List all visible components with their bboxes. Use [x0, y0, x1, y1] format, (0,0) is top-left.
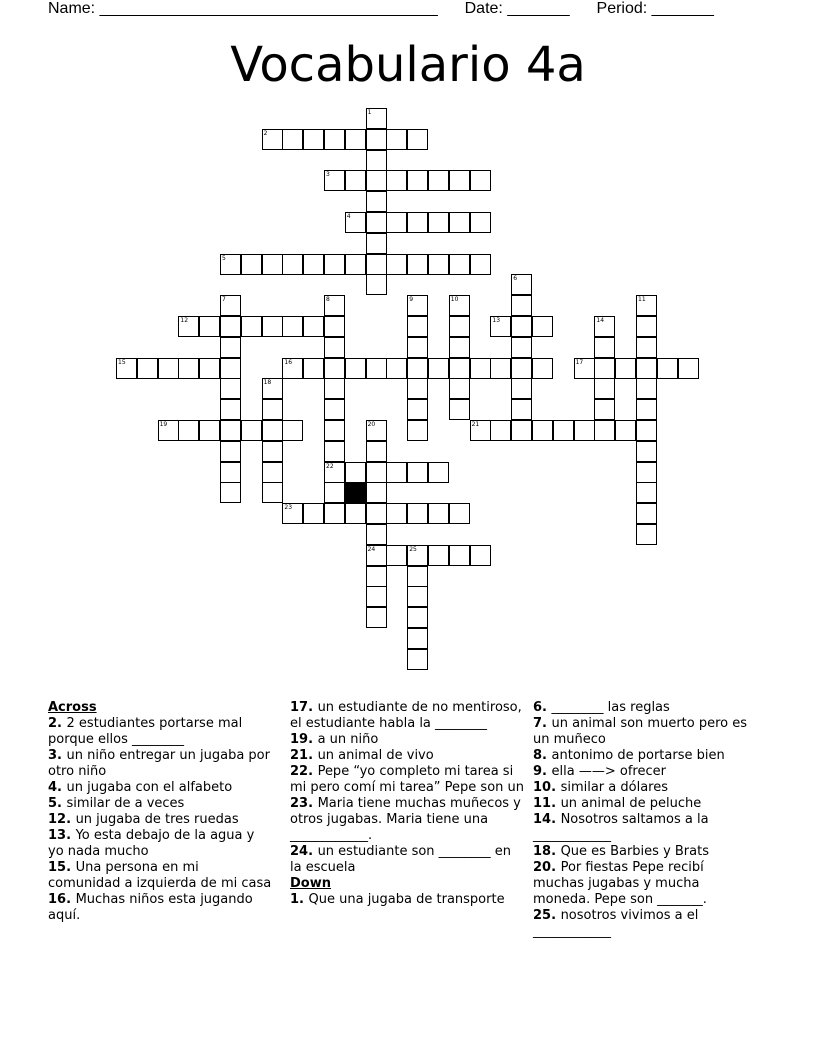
crossword-cell[interactable] [220, 337, 241, 358]
down-clue [533, 908, 748, 940]
cell-number: 18 [263, 379, 272, 387]
cell-number: 6 [513, 275, 518, 283]
clue-number: 2. [48, 716, 67, 731]
date-field[interactable]: Date: _______ [464, 0, 570, 17]
crossword-cell[interactable] [470, 212, 491, 233]
crossword-cell[interactable] [366, 108, 387, 129]
crossword-cell[interactable] [220, 462, 241, 483]
clue-number: 5. [48, 796, 67, 811]
cell-number: 7 [222, 296, 226, 304]
across-heading: Across [48, 700, 97, 715]
crossword-cell[interactable] [636, 503, 657, 524]
clue-number: 10. [533, 780, 561, 795]
clue-text: a un niño [317, 732, 379, 747]
crossword-cell[interactable] [407, 462, 428, 483]
across-clue [48, 860, 273, 892]
clue-text: similar de a veces [66, 796, 185, 811]
across-clue [290, 796, 525, 844]
crossword-cell[interactable] [511, 295, 532, 316]
crossword-cell[interactable] [366, 274, 387, 295]
cell-number: 1 [367, 109, 372, 116]
clue-text: un animal de peluche [560, 796, 702, 811]
crossword-cell[interactable] [262, 399, 283, 420]
clue-number: 17. [290, 700, 318, 715]
crossword-cell[interactable] [220, 441, 241, 462]
blocked-square [345, 482, 366, 503]
clue-number: 24. [290, 844, 318, 859]
crossword-cell[interactable] [386, 212, 407, 233]
clue-text: Pepe “yo completo mi tarea si mi pero comí mi tarea” Pepe son un [290, 764, 525, 795]
crossword-cell[interactable] [511, 399, 532, 420]
crossword-cell[interactable] [282, 503, 303, 524]
crossword-cell[interactable] [324, 482, 345, 503]
down-heading: Down [290, 876, 331, 891]
cell-number: 19 [159, 421, 168, 428]
across-clue [290, 748, 525, 764]
clue-number: 3. [48, 748, 67, 763]
across-clue [290, 844, 525, 876]
crossword-cell[interactable] [449, 503, 470, 524]
crossword-cell[interactable] [366, 170, 387, 191]
crossword-cell[interactable] [262, 254, 283, 275]
crossword-cell[interactable] [511, 378, 532, 399]
crossword-cell[interactable] [262, 462, 283, 483]
crossword-cell[interactable] [386, 129, 407, 150]
crossword-cell[interactable] [407, 566, 428, 587]
crossword-cell[interactable] [324, 254, 345, 275]
crossword-cell[interactable] [241, 420, 262, 441]
crossword-cell[interactable] [511, 316, 532, 337]
clue-number: 12. [48, 812, 76, 827]
crossword-cell[interactable] [490, 358, 511, 379]
crossword-cell[interactable] [262, 378, 283, 399]
crossword-cell[interactable] [407, 607, 428, 628]
crossword-cell[interactable] [532, 358, 553, 379]
crossword-cell[interactable] [490, 420, 511, 441]
crossword-cell[interactable] [511, 358, 532, 379]
down-clue [533, 764, 748, 780]
crossword-cell[interactable] [428, 462, 449, 483]
across-clue [48, 828, 273, 860]
crossword-cell[interactable] [220, 358, 241, 379]
period-field[interactable]: Period: _______ [596, 0, 714, 17]
name-field[interactable]: Name: ______________________________________ [48, 0, 438, 17]
clue-number: 19. [290, 732, 318, 747]
crossword-cell[interactable] [407, 212, 428, 233]
across-clue [48, 892, 273, 924]
cell-number: 13 [492, 317, 501, 324]
down-clue [533, 812, 748, 844]
clue-number: 21. [290, 748, 318, 763]
clue-number: 7. [533, 716, 552, 731]
crossword-cell[interactable] [615, 420, 636, 441]
clue-number: 25. [533, 908, 561, 923]
crossword-cell[interactable] [324, 295, 345, 316]
cell-number: 24 [367, 545, 376, 553]
crossword-cell[interactable] [407, 545, 428, 566]
crossword-cell[interactable] [636, 420, 657, 441]
across-clue [290, 732, 525, 748]
clue-number: 11. [533, 796, 561, 811]
crossword-cell[interactable] [428, 212, 449, 233]
crossword-cell[interactable] [324, 316, 345, 337]
crossword-cell[interactable] [490, 316, 511, 337]
crossword-cell[interactable] [241, 254, 262, 275]
crossword-cell[interactable] [303, 358, 324, 379]
crossword-cell[interactable] [594, 337, 615, 358]
clue-number: 13. [48, 828, 76, 843]
crossword-cell[interactable] [199, 316, 220, 337]
down-clue [533, 796, 748, 812]
clue-text: un niño entregar un jugaba por otro niño [48, 748, 270, 779]
crossword-cell[interactable] [470, 254, 491, 275]
crossword-cell[interactable] [366, 420, 387, 441]
crossword-cell[interactable] [220, 482, 241, 503]
crossword-cell[interactable] [220, 399, 241, 420]
across-clue [48, 716, 273, 748]
crossword-cell[interactable] [428, 358, 449, 379]
cell-number: 4 [346, 213, 351, 220]
crossword-cell[interactable] [282, 358, 303, 379]
across-clue [48, 796, 273, 812]
clue-text: Nosotros saltamos a la ____________ [533, 812, 709, 843]
crossword-cell[interactable] [636, 482, 657, 503]
crossword-cell[interactable] [470, 420, 491, 441]
crossword-cell[interactable] [324, 170, 345, 191]
crossword-cell[interactable] [366, 607, 387, 628]
across-clue [290, 764, 525, 796]
crossword-cell[interactable] [574, 358, 595, 379]
crossword-cell[interactable] [407, 295, 428, 316]
clue-text: un estudiante son ________ en la escuela [290, 844, 512, 875]
crossword-cell[interactable] [511, 274, 532, 295]
crossword-cell[interactable] [345, 462, 366, 483]
crossword-cell[interactable] [366, 233, 387, 254]
crossword-cell[interactable] [407, 399, 428, 420]
crossword-cell[interactable] [407, 378, 428, 399]
crossword-cell[interactable] [407, 337, 428, 358]
page-title: Vocabulario 4a [230, 37, 586, 93]
clue-number: 1. [290, 892, 309, 907]
crossword-cell[interactable] [449, 316, 470, 337]
crossword-cell[interactable] [324, 441, 345, 462]
crossword-cell[interactable] [428, 545, 449, 566]
crossword-cell[interactable] [407, 586, 428, 607]
crossword-cell[interactable] [636, 441, 657, 462]
crossword-cell[interactable] [428, 503, 449, 524]
crossword-cell[interactable] [636, 358, 657, 379]
clue-number: 6. [533, 700, 552, 715]
crossword-cell[interactable] [262, 129, 283, 150]
clue-text: un animal son muerto pero es un muñeco [533, 716, 748, 747]
crossword-cell[interactable] [366, 503, 387, 524]
clues-column-2 [290, 700, 525, 908]
down-clue [533, 748, 748, 764]
crossword-cell[interactable] [345, 129, 366, 150]
crossword-cell[interactable] [470, 170, 491, 191]
crossword-cell[interactable] [366, 482, 387, 503]
crossword-cell[interactable] [449, 337, 470, 358]
cell-number: 12 [180, 317, 189, 324]
crossword-cell[interactable] [407, 649, 428, 670]
crossword-cell[interactable] [303, 254, 324, 275]
cell-number: 8 [326, 296, 330, 304]
crossword-cell[interactable] [449, 358, 470, 379]
cell-number: 10 [450, 296, 459, 304]
crossword-cell[interactable] [178, 316, 199, 337]
crossword-cell[interactable] [511, 337, 532, 358]
clue-text: Que una jugaba de transporte [308, 892, 505, 907]
crossword-cell[interactable] [386, 358, 407, 379]
crossword-cell[interactable] [636, 316, 657, 337]
clue-number: 23. [290, 796, 318, 811]
crossword-cell[interactable] [657, 358, 678, 379]
crossword-cell[interactable] [636, 462, 657, 483]
cell-number: 11 [638, 296, 646, 304]
clue-number: 15. [48, 860, 76, 875]
crossword-cell[interactable] [386, 254, 407, 275]
cell-number: 21 [471, 421, 480, 428]
crossword-cell[interactable] [324, 503, 345, 524]
crossword-cell[interactable] [366, 586, 387, 607]
clue-number: 16. [48, 892, 76, 907]
crossword-cell[interactable] [470, 545, 491, 566]
crossword-cell[interactable] [636, 337, 657, 358]
crossword-cell[interactable] [324, 129, 345, 150]
clue-text: Maria tiene muchas muñecos y otros jugabas. Maria tiene una ____________. [290, 796, 521, 843]
crossword-cell[interactable] [532, 420, 553, 441]
crossword-cell[interactable] [470, 358, 491, 379]
clue-number: 18. [533, 844, 561, 859]
crossword-cell[interactable] [594, 316, 615, 337]
crossword-cell[interactable] [282, 254, 303, 275]
crossword-cell[interactable] [386, 462, 407, 483]
crossword-cell[interactable] [553, 420, 574, 441]
down-clue [533, 716, 748, 748]
crossword-cell[interactable] [345, 358, 366, 379]
clue-text: similar a dólares [560, 780, 668, 795]
crossword-cell[interactable] [678, 358, 699, 379]
crossword-cell[interactable] [137, 358, 158, 379]
clue-text: ella ——> ofrecer [551, 764, 666, 779]
crossword-cell[interactable] [594, 378, 615, 399]
crossword-cell[interactable] [199, 358, 220, 379]
crossword-cell[interactable] [366, 254, 387, 275]
down-clue [533, 700, 748, 716]
crossword-cell[interactable] [220, 378, 241, 399]
crossword-cell[interactable] [407, 358, 428, 379]
clue-text: un jugaba de tres ruedas [75, 812, 239, 827]
down-clue [290, 892, 525, 908]
across-clue [48, 812, 273, 828]
crossword-cell[interactable] [615, 358, 636, 379]
across-clue [48, 780, 273, 796]
crossword-cell[interactable] [428, 170, 449, 191]
crossword-cell[interactable] [532, 316, 553, 337]
down-clue [533, 844, 748, 860]
crossword-cell[interactable] [345, 254, 366, 275]
cell-number: 3 [326, 171, 330, 179]
crossword-cell[interactable] [449, 212, 470, 233]
clue-number: 9. [533, 764, 552, 779]
crossword-cell[interactable] [386, 170, 407, 191]
crossword-cell[interactable] [303, 129, 324, 150]
cell-number: 22 [326, 462, 334, 470]
across-clue [290, 700, 525, 732]
crossword-cell[interactable] [428, 254, 449, 275]
crossword-cell[interactable] [386, 503, 407, 524]
crossword-cell[interactable] [366, 462, 387, 483]
cell-number: 14 [596, 317, 605, 324]
crossword-cell[interactable] [407, 503, 428, 524]
clues-column-3 [533, 700, 748, 940]
clues-column-1 [48, 700, 273, 924]
crossword-cell[interactable] [220, 316, 241, 337]
crossword-cell[interactable] [449, 254, 470, 275]
crossword-cell[interactable] [220, 420, 241, 441]
crossword-cell[interactable] [303, 316, 324, 337]
crossword-cell[interactable] [241, 316, 262, 337]
crossword-cell[interactable] [345, 212, 366, 233]
crossword-cell[interactable] [366, 358, 387, 379]
crossword-cell[interactable] [366, 524, 387, 545]
clue-number: 22. [290, 764, 318, 779]
clue-number: 20. [533, 860, 561, 875]
crossword-cell[interactable] [636, 378, 657, 399]
clue-text: 2 estudiantes portarse mal porque ellos ________ [48, 716, 243, 747]
crossword-cell[interactable] [262, 441, 283, 462]
crossword-cell[interactable] [636, 295, 657, 316]
clue-text: nosotros vivimos a el ____________ [533, 908, 699, 939]
crossword-cell[interactable] [511, 420, 532, 441]
crossword-cell[interactable] [594, 358, 615, 379]
crossword-cell[interactable] [407, 170, 428, 191]
crossword-cell[interactable] [366, 441, 387, 462]
cell-number: 23 [284, 504, 293, 512]
cell-number: 9 [409, 296, 414, 304]
crossword-cell[interactable] [449, 295, 470, 316]
clue-number: 14. [533, 812, 561, 827]
crossword-cell[interactable] [303, 503, 324, 524]
crossword-cell[interactable] [282, 129, 303, 150]
crossword-cell[interactable] [282, 316, 303, 337]
cell-number: 16 [284, 358, 293, 366]
clue-text: un jugaba con el alfabeto [66, 780, 233, 795]
crossword-cell[interactable] [324, 399, 345, 420]
crossword-cell[interactable] [407, 129, 428, 150]
crossword-cell[interactable] [220, 295, 241, 316]
crossword-cell[interactable] [116, 358, 137, 379]
clue-text: un animal de vivo [317, 748, 434, 763]
down-clue [533, 860, 748, 908]
clue-text: ________ las reglas [551, 700, 670, 715]
crossword-cell[interactable] [324, 358, 345, 379]
clue-text: Por fiestas Pepe recibí muchas jugabas y mucha moneda. Pepe son _______. [533, 860, 707, 907]
cell-number: 25 [409, 545, 417, 553]
crossword-cell[interactable] [199, 420, 220, 441]
crossword-cell[interactable] [449, 399, 470, 420]
across-clue [48, 748, 273, 780]
crossword-cell[interactable] [345, 503, 366, 524]
crossword-cell[interactable] [324, 337, 345, 358]
crossword-cell[interactable] [594, 420, 615, 441]
crossword-cell[interactable] [178, 420, 199, 441]
crossword-cell[interactable] [158, 358, 179, 379]
crossword-cell[interactable] [407, 628, 428, 649]
crossword-cell[interactable] [366, 191, 387, 212]
crossword-cell[interactable] [324, 378, 345, 399]
crossword-cell[interactable] [282, 420, 303, 441]
cell-number: 15 [118, 358, 126, 366]
crossword-cell[interactable] [407, 254, 428, 275]
crossword-cell[interactable] [262, 316, 283, 337]
crossword-cell[interactable] [324, 462, 345, 483]
clue-number: 8. [533, 748, 552, 763]
crossword-cell[interactable] [407, 316, 428, 337]
crossword-cell[interactable] [386, 545, 407, 566]
crossword-cell[interactable] [366, 150, 387, 171]
crossword-cell[interactable] [158, 420, 179, 441]
crossword-cell[interactable] [345, 170, 366, 191]
crossword-cell[interactable] [324, 420, 345, 441]
crossword-cell[interactable] [366, 129, 387, 150]
crossword-cell[interactable] [366, 545, 387, 566]
crossword-cell[interactable] [449, 170, 470, 191]
crossword-cell[interactable] [262, 482, 283, 503]
cell-number: 2 [263, 129, 268, 137]
crossword-cell[interactable] [178, 358, 199, 379]
down-clue [533, 780, 748, 796]
crossword-cell[interactable] [262, 420, 283, 441]
cell-number: 20 [367, 421, 376, 428]
clue-text: Una persona en mi comunidad a izquierda de mi casa [48, 860, 272, 891]
crossword-cell[interactable] [449, 545, 470, 566]
crossword-cell[interactable] [636, 524, 657, 545]
clue-text: Muchas niños esta jugando aquí. [48, 892, 253, 923]
crossword-cell[interactable] [594, 399, 615, 420]
cell-number: 17 [575, 358, 584, 366]
crossword-cell[interactable] [449, 378, 470, 399]
crossword-cell[interactable] [636, 399, 657, 420]
crossword-cell[interactable] [574, 420, 595, 441]
cell-number: 5 [222, 254, 226, 262]
crossword-cell[interactable] [220, 254, 241, 275]
clue-text: antonimo de portarse bien [551, 748, 725, 763]
clue-number: 4. [48, 780, 67, 795]
crossword-cell[interactable] [407, 420, 428, 441]
clue-text: un estudiante de no mentiroso, el estudiante habla la ________ [290, 700, 522, 731]
crossword-cell[interactable] [366, 212, 387, 233]
clue-text: Que es Barbies y Brats [560, 844, 709, 859]
clue-text: Yo esta debajo de la agua y yo nada mucho [48, 828, 255, 859]
crossword-cell[interactable] [366, 566, 387, 587]
